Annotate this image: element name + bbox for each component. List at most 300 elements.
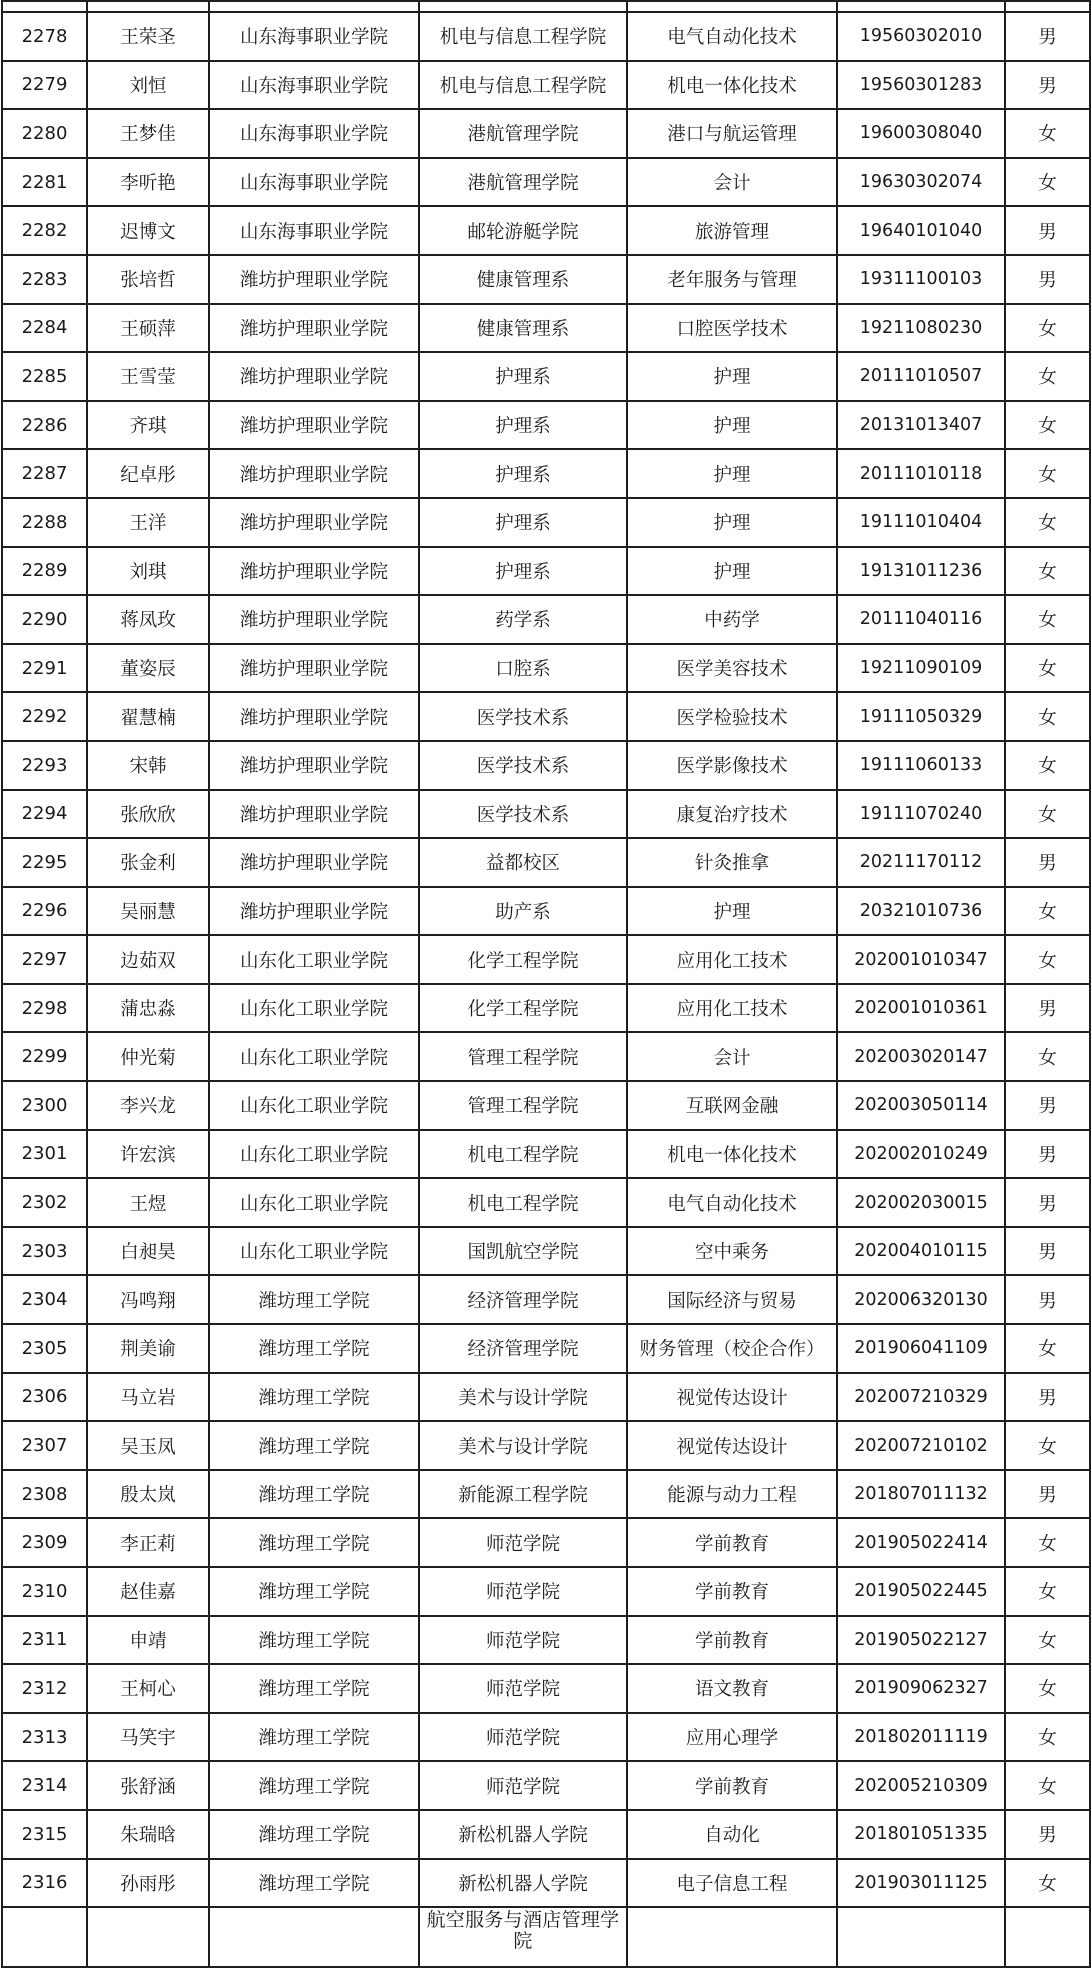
name-cell: 张欣欣 — [87, 790, 209, 839]
student-id-cell: 20111010118 — [837, 449, 1005, 498]
partial-top-row — [2, 1, 1090, 12]
name-cell: 王煜 — [87, 1178, 209, 1227]
name-cell: 马笑宇 — [87, 1713, 209, 1762]
major-cell: 中药学 — [627, 595, 837, 644]
serial-cell: 2313 — [2, 1713, 87, 1762]
college-cell: 机电与信息工程学院 — [419, 12, 627, 61]
table-row — [2, 547, 1090, 596]
gender-cell: 女 — [1005, 109, 1090, 158]
serial-cell: 2304 — [2, 1275, 87, 1324]
college-cell: 新松机器人学院 — [419, 1859, 627, 1908]
major-cell: 国际经济与贸易 — [627, 1275, 837, 1324]
serial-cell: 2280 — [2, 109, 87, 158]
name-cell: 蒋凤玫 — [87, 595, 209, 644]
student-id-cell: 202007210329 — [837, 1373, 1005, 1422]
gender-cell: 女 — [1005, 790, 1090, 839]
college-cell: 口腔系 — [419, 644, 627, 693]
table-row — [2, 1032, 1090, 1081]
table-row — [2, 1664, 1090, 1713]
school-cell: 潍坊理工学院 — [209, 1373, 419, 1422]
school-cell — [209, 1907, 419, 1967]
gender-cell: 男 — [1005, 1810, 1090, 1859]
school-cell: 潍坊理工学院 — [209, 1518, 419, 1567]
gender-cell: 男 — [1005, 61, 1090, 110]
gender-cell: 男 — [1005, 1081, 1090, 1130]
serial-cell: 2312 — [2, 1664, 87, 1713]
major-cell: 财务管理（校企合作） — [627, 1324, 837, 1373]
school-cell: 山东海事职业学院 — [209, 158, 419, 207]
serial-cell: 2303 — [2, 1227, 87, 1276]
gender-cell: 女 — [1005, 449, 1090, 498]
serial-cell: 2299 — [2, 1032, 87, 1081]
name-cell: 白昶昊 — [87, 1227, 209, 1276]
student-id-cell: 202005210309 — [837, 1761, 1005, 1810]
gender-cell: 女 — [1005, 741, 1090, 790]
major-cell: 医学检验技术 — [627, 692, 837, 741]
gender-cell: 女 — [1005, 401, 1090, 450]
college-cell: 护理系 — [419, 449, 627, 498]
table-body — [2, 1, 1090, 1967]
table-row — [2, 1324, 1090, 1373]
serial-cell: 2281 — [2, 158, 87, 207]
school-cell: 潍坊护理职业学院 — [209, 595, 419, 644]
table-row — [2, 401, 1090, 450]
major-cell: 能源与动力工程 — [627, 1470, 837, 1519]
serial-cell: 2308 — [2, 1470, 87, 1519]
major-cell: 学前教育 — [627, 1518, 837, 1567]
school-cell: 潍坊理工学院 — [209, 1421, 419, 1470]
table-row — [2, 935, 1090, 984]
name-cell: 马立岩 — [87, 1373, 209, 1422]
name-cell: 刘琪 — [87, 547, 209, 596]
gender-cell — [1005, 1907, 1090, 1967]
major-cell: 会计 — [627, 1032, 837, 1081]
table-row — [2, 206, 1090, 255]
gender-cell: 男 — [1005, 1470, 1090, 1519]
major-cell: 医学影像技术 — [627, 741, 837, 790]
student-id-cell: 201905022414 — [837, 1518, 1005, 1567]
gender-cell: 男 — [1005, 255, 1090, 304]
name-cell: 王柯心 — [87, 1664, 209, 1713]
college-cell: 邮轮游艇学院 — [419, 206, 627, 255]
college-cell — [419, 1907, 627, 1967]
serial-cell: 2282 — [2, 206, 87, 255]
student-id-cell — [837, 1907, 1005, 1967]
serial-cell: 2287 — [2, 449, 87, 498]
serial-cell: 2307 — [2, 1421, 87, 1470]
student-id-cell: 19111010404 — [837, 498, 1005, 547]
gender-cell: 女 — [1005, 498, 1090, 547]
empty-cell — [837, 1, 1005, 12]
college-cell: 管理工程学院 — [419, 1032, 627, 1081]
table-row — [2, 109, 1090, 158]
school-cell: 山东化工职业学院 — [209, 1227, 419, 1276]
college-cell: 国凯航空学院 — [419, 1227, 627, 1276]
serial-cell: 2316 — [2, 1859, 87, 1908]
gender-cell: 女 — [1005, 1713, 1090, 1762]
gender-cell: 女 — [1005, 1859, 1090, 1908]
serial-cell: 2315 — [2, 1810, 87, 1859]
student-id-cell: 19560302010 — [837, 12, 1005, 61]
student-id-cell: 20111040116 — [837, 595, 1005, 644]
name-cell: 李正莉 — [87, 1518, 209, 1567]
gender-cell: 男 — [1005, 1373, 1090, 1422]
name-cell — [87, 1907, 209, 1967]
name-cell: 王硕萍 — [87, 304, 209, 353]
student-id-cell: 19311100103 — [837, 255, 1005, 304]
serial-cell: 2298 — [2, 984, 87, 1033]
major-cell: 学前教育 — [627, 1761, 837, 1810]
student-id-cell: 19640101040 — [837, 206, 1005, 255]
college-cell: 管理工程学院 — [419, 1081, 627, 1130]
table-row — [2, 1275, 1090, 1324]
name-cell: 张金利 — [87, 838, 209, 887]
school-cell: 潍坊理工学院 — [209, 1810, 419, 1859]
gender-cell: 女 — [1005, 692, 1090, 741]
major-cell: 护理 — [627, 547, 837, 596]
school-cell: 潍坊护理职业学院 — [209, 352, 419, 401]
school-cell: 潍坊护理职业学院 — [209, 838, 419, 887]
school-cell: 潍坊护理职业学院 — [209, 449, 419, 498]
major-cell: 视觉传达设计 — [627, 1421, 837, 1470]
serial-cell: 2306 — [2, 1373, 87, 1422]
name-cell: 吴丽慧 — [87, 887, 209, 936]
student-id-cell: 202004010115 — [837, 1227, 1005, 1276]
serial-cell — [2, 1907, 87, 1967]
student-id-cell: 19560301283 — [837, 61, 1005, 110]
school-cell: 潍坊理工学院 — [209, 1470, 419, 1519]
student-id-cell: 202002030015 — [837, 1178, 1005, 1227]
student-id-cell: 19111050329 — [837, 692, 1005, 741]
name-cell: 刘恒 — [87, 61, 209, 110]
serial-cell: 2302 — [2, 1178, 87, 1227]
school-cell: 山东化工职业学院 — [209, 1178, 419, 1227]
name-cell: 许宏滨 — [87, 1130, 209, 1179]
major-cell: 机电一体化技术 — [627, 61, 837, 110]
major-cell: 旅游管理 — [627, 206, 837, 255]
gender-cell: 女 — [1005, 1032, 1090, 1081]
serial-cell: 2296 — [2, 887, 87, 936]
empty-cell — [419, 1, 627, 12]
name-cell: 申靖 — [87, 1616, 209, 1665]
school-cell: 潍坊护理职业学院 — [209, 741, 419, 790]
student-id-cell: 202003020147 — [837, 1032, 1005, 1081]
name-cell: 蒲忠淼 — [87, 984, 209, 1033]
gender-cell: 女 — [1005, 1664, 1090, 1713]
student-id-cell: 202003050114 — [837, 1081, 1005, 1130]
school-cell: 潍坊理工学院 — [209, 1616, 419, 1665]
major-cell: 自动化 — [627, 1810, 837, 1859]
student-id-cell: 202007210102 — [837, 1421, 1005, 1470]
school-cell: 山东化工职业学院 — [209, 1130, 419, 1179]
major-cell: 电子信息工程 — [627, 1859, 837, 1908]
college-cell: 港航管理学院 — [419, 109, 627, 158]
college-cell: 美术与设计学院 — [419, 1373, 627, 1422]
name-cell: 荆美谕 — [87, 1324, 209, 1373]
gender-cell: 女 — [1005, 1421, 1090, 1470]
college-cell: 师范学院 — [419, 1567, 627, 1616]
serial-cell: 2311 — [2, 1616, 87, 1665]
college-cell: 医学技术系 — [419, 741, 627, 790]
gender-cell: 男 — [1005, 1227, 1090, 1276]
student-id-cell: 201906041109 — [837, 1324, 1005, 1373]
student-id-cell: 20321010736 — [837, 887, 1005, 936]
name-cell: 仲光菊 — [87, 1032, 209, 1081]
serial-cell: 2310 — [2, 1567, 87, 1616]
major-cell: 会计 — [627, 158, 837, 207]
student-roster-table — [1, 0, 1091, 1968]
serial-cell: 2309 — [2, 1518, 87, 1567]
gender-cell: 男 — [1005, 984, 1090, 1033]
major-cell: 电气自动化技术 — [627, 1178, 837, 1227]
major-cell: 护理 — [627, 449, 837, 498]
serial-cell: 2285 — [2, 352, 87, 401]
college-cell: 护理系 — [419, 498, 627, 547]
college-cell: 师范学院 — [419, 1713, 627, 1762]
serial-cell: 2283 — [2, 255, 87, 304]
school-cell: 山东化工职业学院 — [209, 1032, 419, 1081]
table-row — [2, 352, 1090, 401]
name-cell: 翟慧楠 — [87, 692, 209, 741]
serial-cell: 2297 — [2, 935, 87, 984]
major-cell: 医学美容技术 — [627, 644, 837, 693]
college-cell: 医学技术系 — [419, 790, 627, 839]
student-id-cell: 201903011125 — [837, 1859, 1005, 1908]
table-row — [2, 61, 1090, 110]
student-id-cell: 19211080230 — [837, 304, 1005, 353]
school-cell: 潍坊理工学院 — [209, 1275, 419, 1324]
serial-cell: 2286 — [2, 401, 87, 450]
major-cell: 机电一体化技术 — [627, 1130, 837, 1179]
partial-bottom-row — [2, 1907, 1090, 1967]
college-cell: 益都校区 — [419, 838, 627, 887]
student-id-cell: 20131013407 — [837, 401, 1005, 450]
school-cell: 潍坊护理职业学院 — [209, 692, 419, 741]
gender-cell: 男 — [1005, 838, 1090, 887]
student-id-cell: 19600308040 — [837, 109, 1005, 158]
serial-cell: 2278 — [2, 12, 87, 61]
name-cell: 赵佳嘉 — [87, 1567, 209, 1616]
major-cell: 老年服务与管理 — [627, 255, 837, 304]
college-cell: 助产系 — [419, 887, 627, 936]
name-cell: 殷太岚 — [87, 1470, 209, 1519]
empty-cell — [209, 1, 419, 12]
school-cell: 潍坊护理职业学院 — [209, 644, 419, 693]
gender-cell: 男 — [1005, 1178, 1090, 1227]
major-cell: 港口与航运管理 — [627, 109, 837, 158]
major-cell: 针灸推拿 — [627, 838, 837, 887]
college-cell: 师范学院 — [419, 1761, 627, 1810]
gender-cell: 男 — [1005, 1275, 1090, 1324]
serial-cell: 2314 — [2, 1761, 87, 1810]
school-cell: 潍坊护理职业学院 — [209, 887, 419, 936]
table-row — [2, 255, 1090, 304]
empty-cell — [1005, 1, 1090, 12]
school-cell: 潍坊理工学院 — [209, 1859, 419, 1908]
school-cell: 潍坊护理职业学院 — [209, 304, 419, 353]
table-row — [2, 1567, 1090, 1616]
table-row — [2, 498, 1090, 547]
school-cell: 潍坊护理职业学院 — [209, 401, 419, 450]
major-cell: 学前教育 — [627, 1616, 837, 1665]
gender-cell: 女 — [1005, 887, 1090, 936]
major-cell: 康复治疗技术 — [627, 790, 837, 839]
name-cell: 冯鸣翔 — [87, 1275, 209, 1324]
student-id-cell: 19131011236 — [837, 547, 1005, 596]
college-cell: 美术与设计学院 — [419, 1421, 627, 1470]
table-row — [2, 1859, 1090, 1908]
table-row — [2, 158, 1090, 207]
name-cell: 王洋 — [87, 498, 209, 547]
name-cell: 李兴龙 — [87, 1081, 209, 1130]
name-cell: 王梦佳 — [87, 109, 209, 158]
college-cell: 师范学院 — [419, 1518, 627, 1567]
table-row — [2, 741, 1090, 790]
school-cell: 潍坊理工学院 — [209, 1664, 419, 1713]
table-row — [2, 790, 1090, 839]
major-cell: 空中乘务 — [627, 1227, 837, 1276]
table-row — [2, 1227, 1090, 1276]
serial-cell: 2291 — [2, 644, 87, 693]
table-row — [2, 1130, 1090, 1179]
college-cell: 经济管理学院 — [419, 1324, 627, 1373]
college-cell: 师范学院 — [419, 1616, 627, 1665]
gender-cell: 女 — [1005, 1616, 1090, 1665]
student-id-cell: 19111060133 — [837, 741, 1005, 790]
serial-cell: 2301 — [2, 1130, 87, 1179]
college-cell: 护理系 — [419, 352, 627, 401]
college-cell: 师范学院 — [419, 1664, 627, 1713]
school-cell: 山东化工职业学院 — [209, 1081, 419, 1130]
table-row — [2, 692, 1090, 741]
table-row — [2, 1713, 1090, 1762]
serial-cell: 2293 — [2, 741, 87, 790]
name-cell: 孙雨彤 — [87, 1859, 209, 1908]
major-cell: 视觉传达设计 — [627, 1373, 837, 1422]
student-id-cell: 202006320130 — [837, 1275, 1005, 1324]
student-id-cell: 201807011132 — [837, 1470, 1005, 1519]
gender-cell: 女 — [1005, 1324, 1090, 1373]
major-cell: 应用心理学 — [627, 1713, 837, 1762]
gender-cell: 女 — [1005, 1761, 1090, 1810]
gender-cell: 女 — [1005, 158, 1090, 207]
student-id-cell: 19211090109 — [837, 644, 1005, 693]
college-cell: 化学工程学院 — [419, 984, 627, 1033]
college-cell: 健康管理系 — [419, 255, 627, 304]
major-cell: 语文教育 — [627, 1664, 837, 1713]
serial-cell: 2290 — [2, 595, 87, 644]
school-cell: 山东海事职业学院 — [209, 109, 419, 158]
major-cell: 护理 — [627, 352, 837, 401]
serial-cell: 2292 — [2, 692, 87, 741]
serial-cell: 2288 — [2, 498, 87, 547]
table-row — [2, 1081, 1090, 1130]
college-cell: 经济管理学院 — [419, 1275, 627, 1324]
student-id-cell: 201905022445 — [837, 1567, 1005, 1616]
name-cell: 李听艳 — [87, 158, 209, 207]
gender-cell: 女 — [1005, 1567, 1090, 1616]
school-cell: 潍坊护理职业学院 — [209, 498, 419, 547]
college-cell: 护理系 — [419, 401, 627, 450]
college-cell: 医学技术系 — [419, 692, 627, 741]
gender-cell: 女 — [1005, 304, 1090, 353]
table-row — [2, 644, 1090, 693]
school-cell: 山东海事职业学院 — [209, 12, 419, 61]
school-cell: 潍坊护理职业学院 — [209, 790, 419, 839]
table-row — [2, 1373, 1090, 1422]
college-cell: 护理系 — [419, 547, 627, 596]
school-cell: 潍坊护理职业学院 — [209, 547, 419, 596]
table-row — [2, 12, 1090, 61]
table-row — [2, 449, 1090, 498]
school-cell: 山东海事职业学院 — [209, 61, 419, 110]
student-id-cell: 202001010361 — [837, 984, 1005, 1033]
gender-cell: 女 — [1005, 935, 1090, 984]
serial-cell: 2295 — [2, 838, 87, 887]
college-cell: 化学工程学院 — [419, 935, 627, 984]
serial-cell: 2289 — [2, 547, 87, 596]
gender-cell: 女 — [1005, 1518, 1090, 1567]
serial-cell: 2279 — [2, 61, 87, 110]
serial-cell: 2305 — [2, 1324, 87, 1373]
major-cell: 护理 — [627, 498, 837, 547]
college-cell: 新松机器人学院 — [419, 1810, 627, 1859]
name-cell: 张舒涵 — [87, 1761, 209, 1810]
major-cell: 护理 — [627, 887, 837, 936]
empty-cell — [627, 1, 837, 12]
table-row — [2, 1178, 1090, 1227]
name-cell: 王荣圣 — [87, 12, 209, 61]
table-row — [2, 304, 1090, 353]
gender-cell: 女 — [1005, 595, 1090, 644]
partial-college-text: 航空服务与酒店管理学院 — [426, 1909, 620, 1953]
empty-cell — [87, 1, 209, 12]
student-id-cell: 201802011119 — [837, 1713, 1005, 1762]
college-cell: 药学系 — [419, 595, 627, 644]
table-row — [2, 1470, 1090, 1519]
empty-cell — [2, 1, 87, 12]
name-cell: 张培哲 — [87, 255, 209, 304]
name-cell: 边茹双 — [87, 935, 209, 984]
name-cell: 董姿辰 — [87, 644, 209, 693]
gender-cell: 男 — [1005, 206, 1090, 255]
college-cell: 机电工程学院 — [419, 1130, 627, 1179]
serial-cell: 2284 — [2, 304, 87, 353]
major-cell: 应用化工技术 — [627, 935, 837, 984]
school-cell: 潍坊理工学院 — [209, 1324, 419, 1373]
school-cell: 潍坊护理职业学院 — [209, 255, 419, 304]
name-cell: 宋韩 — [87, 741, 209, 790]
major-cell: 口腔医学技术 — [627, 304, 837, 353]
school-cell: 山东海事职业学院 — [209, 206, 419, 255]
gender-cell: 女 — [1005, 644, 1090, 693]
student-id-cell: 202001010347 — [837, 935, 1005, 984]
student-id-cell: 202002010249 — [837, 1130, 1005, 1179]
gender-cell: 男 — [1005, 12, 1090, 61]
table-row — [2, 984, 1090, 1033]
name-cell: 齐琪 — [87, 401, 209, 450]
school-cell: 山东化工职业学院 — [209, 984, 419, 1033]
name-cell: 王雪莹 — [87, 352, 209, 401]
name-cell: 迟博文 — [87, 206, 209, 255]
table-row — [2, 887, 1090, 936]
name-cell: 吴玉凤 — [87, 1421, 209, 1470]
student-id-cell: 20211170112 — [837, 838, 1005, 887]
college-cell: 港航管理学院 — [419, 158, 627, 207]
gender-cell: 男 — [1005, 1130, 1090, 1179]
serial-cell: 2294 — [2, 790, 87, 839]
college-cell: 新能源工程学院 — [419, 1470, 627, 1519]
